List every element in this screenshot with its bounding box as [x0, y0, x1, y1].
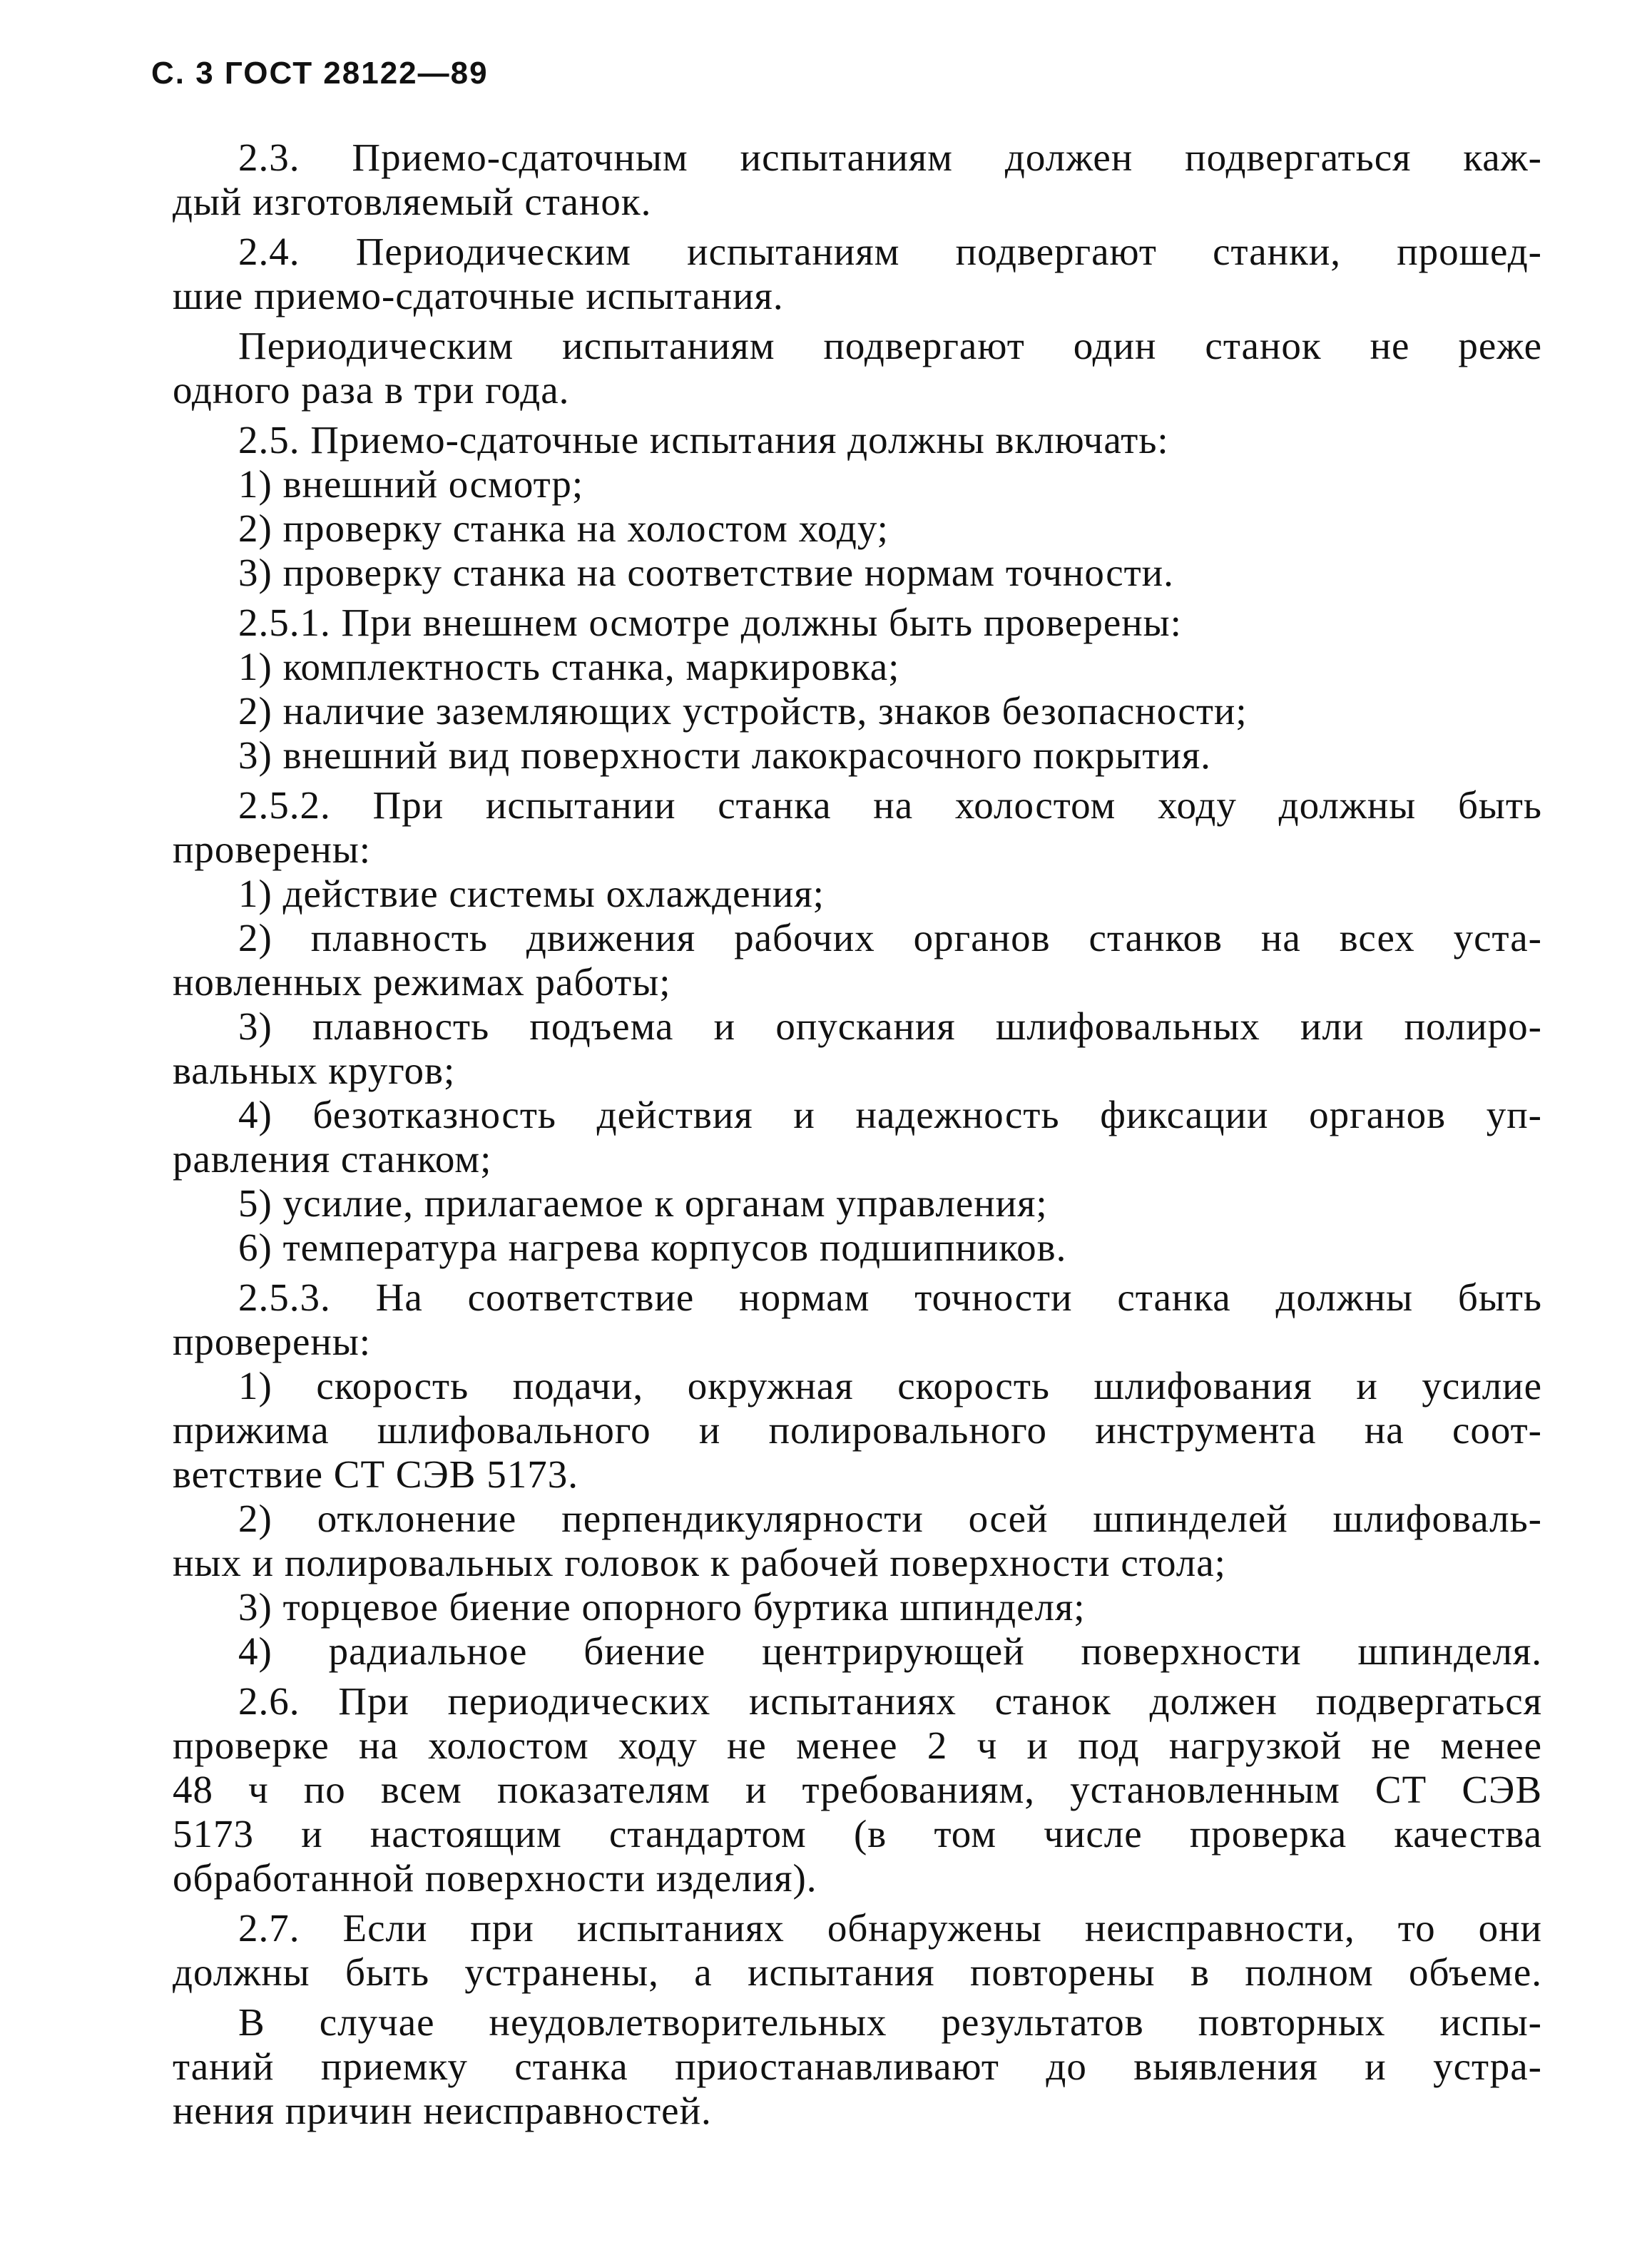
- text-line: проверены:: [173, 1320, 372, 1363]
- text-line: 2.5.3. На соответствие нормам точности станка должны быть: [238, 1276, 1542, 1319]
- list-item: 2) проверку станка на холостом ходу;: [238, 507, 889, 550]
- list-item: 1) комплектность станка, маркировка;: [238, 645, 900, 688]
- list-item: 3) торцевое биение опорного буртика шпинделя;: [238, 1585, 1086, 1629]
- text-line: ветствие СТ СЭВ 5173.: [173, 1452, 578, 1496]
- text-line: вальных кругов;: [173, 1049, 456, 1092]
- text-line: равления станком;: [173, 1137, 492, 1181]
- text-line: 2.3. Приемо-сдаточным испытаниям должен подвергаться каж-: [238, 136, 1542, 179]
- text-line: 5173 и настоящим стандартом (в том числе проверка качества: [173, 1812, 1542, 1856]
- list-item: 3) проверку станка на соответствие нормам точности.: [238, 551, 1174, 594]
- text-line: нения причин неисправностей.: [173, 2089, 712, 2132]
- text-line: должны быть устранены, а испытания повторены в полном объеме.: [173, 1950, 1542, 1994]
- text-line: 2.5. Приемо-сдаточные испытания должны включать:: [238, 418, 1169, 462]
- text-line: проверке на холостом ходу не менее 2 ч и под нагрузкой не менее: [173, 1724, 1542, 1767]
- document-body: [173, 136, 1542, 2133]
- text-line: шие приемо-сдаточные испытания.: [173, 274, 784, 317]
- list-item: 3) внешний вид поверхности лакокрасочного покрытия.: [238, 733, 1211, 777]
- list-item: 2) плавность движения рабочих органов станков на всех уста-: [238, 916, 1542, 959]
- list-item: 1) внешний осмотр;: [238, 462, 584, 506]
- list-item: 2) отклонение перпендикулярности осей шпинделей шлифоваль-: [238, 1497, 1542, 1540]
- text-line: дый изготовляемый станок.: [173, 180, 652, 223]
- text-line: одного раза в три года.: [173, 368, 570, 412]
- text-line: В случае неудовлетворительных результатов повторных испы-: [238, 2000, 1542, 2044]
- list-item: 4) безотказность действия и надежность фиксации органов уп-: [238, 1093, 1542, 1136]
- text-line: 2.5.1. При внешнем осмотре должны быть проверены:: [238, 601, 1182, 644]
- text-line: Периодическим испытаниям подвергают один станок не реже: [238, 324, 1542, 367]
- list-item: 1) действие системы охлаждения;: [238, 872, 825, 915]
- page-header: С. 3 ГОСТ 28122—89: [151, 56, 489, 91]
- text-line: ных и полировальных головок к рабочей поверхности стола;: [173, 1541, 1226, 1584]
- text-line: обработанной поверхности изделия).: [173, 1856, 817, 1900]
- text-line: прижима шлифовального и полировального инструмента на соот-: [173, 1408, 1542, 1452]
- text-line: 48 ч по всем показателям и требованиям, установленным СТ СЭВ: [173, 1768, 1542, 1811]
- text-line: 2.4. Периодическим испытаниям подвергают станки, прошед-: [238, 230, 1542, 273]
- text-line: таний приемку станка приостанавливают до выявления и устра-: [173, 2045, 1542, 2088]
- list-item: 3) плавность подъема и опускания шлифовальных или полиро-: [238, 1004, 1542, 1048]
- text-line: проверены:: [173, 828, 372, 871]
- text-line: новленных режимах работы;: [173, 960, 671, 1004]
- list-item: 1) скорость подачи, окружная скорость шлифования и усилие: [238, 1364, 1542, 1408]
- list-item: 4) радиальное биение центрирующей поверхности шпинделя.: [238, 1629, 1542, 1673]
- list-item: 6) температура нагрева корпусов подшипников.: [238, 1226, 1067, 1269]
- text-line: 2.6. При периодических испытаниях станок должен подвергаться: [238, 1679, 1542, 1723]
- list-item: 2) наличие заземляющих устройств, знаков безопасности;: [238, 689, 1248, 733]
- list-item: 5) усилие, прилагаемое к органам управления;: [238, 1181, 1048, 1225]
- text-line: 2.5.2. При испытании станка на холостом ходу должны быть: [238, 783, 1542, 827]
- text-line: 2.7. Если при испытаниях обнаружены неисправности, то они: [238, 1906, 1542, 1950]
